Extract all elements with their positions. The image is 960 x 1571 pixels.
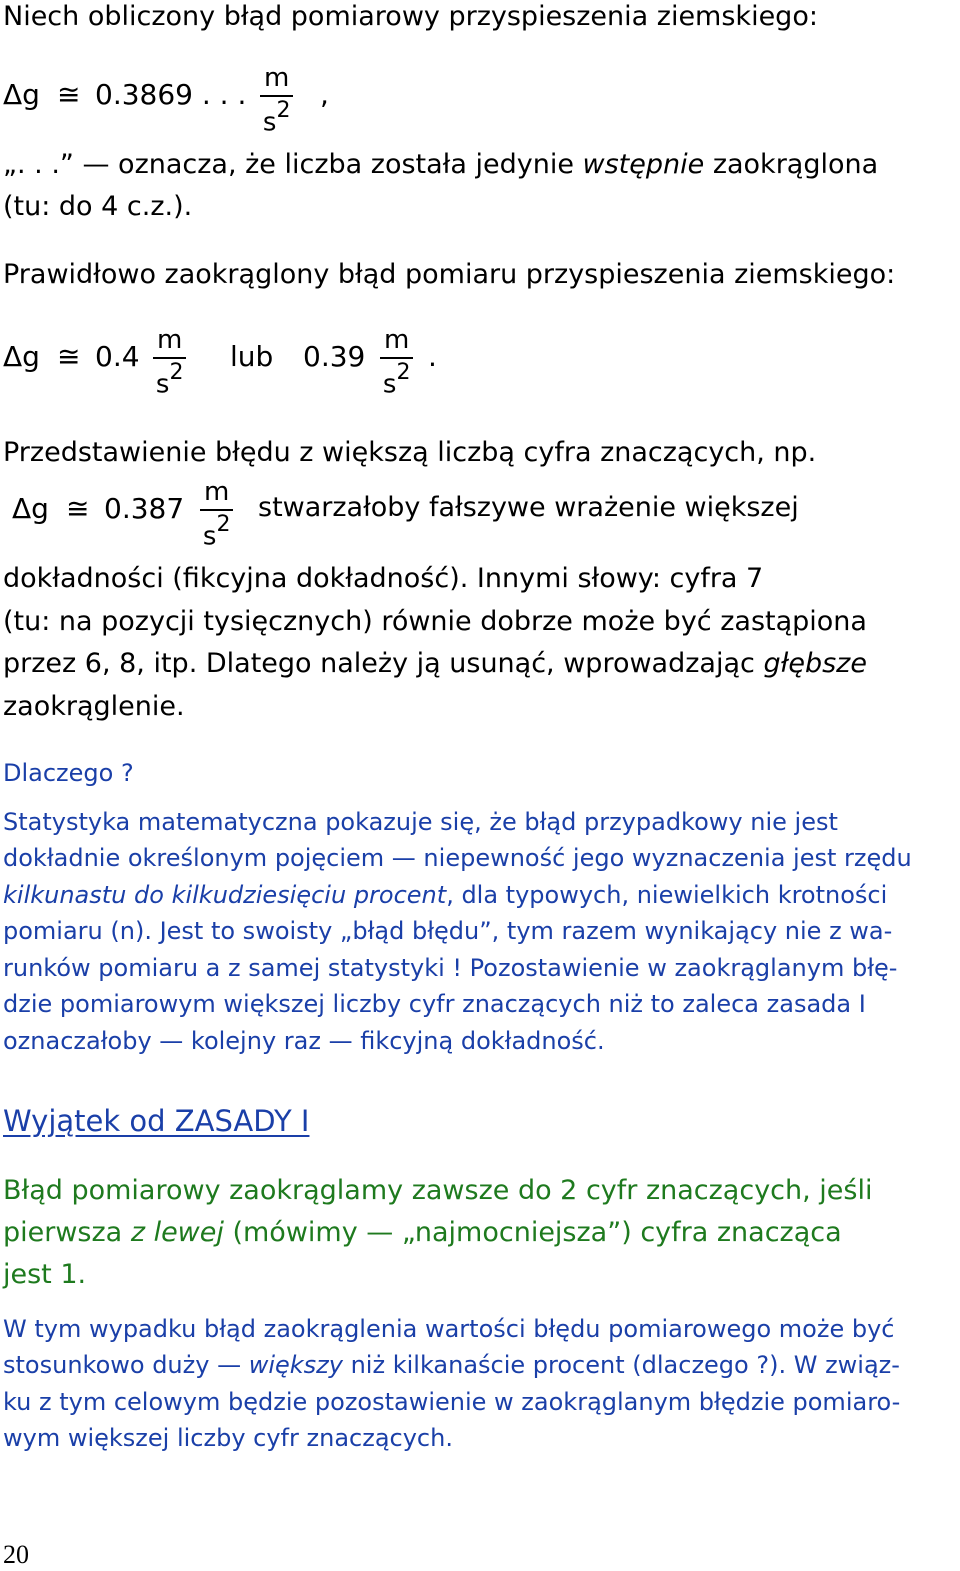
eq1-unit-denominator: $s^2$ bbox=[262, 98, 291, 138]
why-line-5: runków pomiaru a z samej statystyki ! Pozostawienie w zaokrąglanym błę- bbox=[3, 954, 898, 982]
intro-heading: Niech obliczony błąd pomiarowy przyspieszenia ziemskiego: bbox=[3, 1, 818, 32]
eq3-text: stwarzałoby fałszywe wrażenie większej bbox=[258, 492, 799, 523]
exception-rule-line-1: Błąd pomiarowy zaokrąglamy zawsze do 2 cyfr znaczących, jeśli bbox=[3, 1175, 873, 1206]
eq2-value-1: 0.4 bbox=[95, 340, 140, 373]
intro-note-line-2: (tu: do 4 c.z.). bbox=[3, 191, 193, 222]
why-question: Dlaczego ? bbox=[3, 759, 134, 787]
more-line-5: przez 6, 8, itp. Dlatego należy ją usunąć, wprowadzając głębsze bbox=[3, 648, 867, 679]
eq3-unit-fraction: $\frac{m}{s^2}$ bbox=[200, 478, 233, 551]
eq1-value: 0.3869 . . . bbox=[95, 78, 247, 111]
eq3-value: 0.387 bbox=[104, 492, 185, 525]
eq2-approx-sign: ≅ bbox=[57, 340, 81, 373]
exception-note-line-4: wym większej liczby cyfr znaczących. bbox=[3, 1424, 453, 1452]
exception-note-line-1: W tym wypadku błąd zaokrąglenia wartości błędu pomiarowego może być bbox=[3, 1315, 895, 1343]
eq2-or-word: lub bbox=[230, 340, 274, 373]
exception-note-line-2: stosunkowo duży — większy niż kilkanaście procent (dlaczego ?). W związ- bbox=[3, 1351, 900, 1379]
eq2-value-2: 0.39 bbox=[303, 340, 366, 373]
eq2-lhs: Δg bbox=[3, 340, 40, 373]
eq3-approx-sign: ≅ bbox=[66, 492, 90, 525]
page-number: 20 bbox=[3, 1540, 29, 1569]
why-line-3: kilkunastu do kilkudziesięciu procent, dla typowych, niewielkich krotności bbox=[3, 881, 888, 909]
eq1-unit-fraction bbox=[260, 64, 293, 137]
more-line-1: Przedstawienie błędu z większą liczbą cyfra znaczących, np. bbox=[3, 437, 817, 468]
more-line-3: dokładności (fikcyjna dokładność). Innymi słowy: cyfra 7 bbox=[3, 563, 764, 594]
eq2-unit-fraction-2: $\frac{m}{s^2}$ bbox=[380, 326, 413, 399]
eq3-lhs: Δg bbox=[12, 492, 49, 525]
correct-heading: Prawidłowo zaokrąglony błąd pomiaru przyspieszenia ziemskiego: bbox=[3, 259, 896, 290]
why-line-4: pomiaru (n). Jest to swoisty „błąd błędu”, tym razem wynikający nie z wa- bbox=[3, 917, 893, 945]
eq2-unit-fraction-1: $\frac{m}{s^2}$ bbox=[153, 326, 186, 399]
eq1-unit-numerator: m bbox=[260, 64, 293, 97]
eq2-trailing-period: . bbox=[428, 340, 437, 373]
eq1-approx-sign: ≅ bbox=[57, 78, 81, 111]
eq1-trailing-comma: , bbox=[320, 78, 329, 111]
exception-rule-line-2: pierwsza z lewej (mówimy — „najmocniejsza”) cyfra znacząca bbox=[3, 1217, 842, 1248]
exception-title: Wyjątek od ZASADY I bbox=[3, 1104, 310, 1138]
why-line-2: dokładnie określonym pojęciem — niepewność jego wyznaczenia jest rzędu bbox=[3, 844, 912, 872]
intro-note-line-1: „. . .” — oznacza, że liczba została jedynie wstępnie zaokrąglona bbox=[3, 149, 879, 180]
more-line-4: (tu: na pozycji tysięcznych) równie dobrze może być zastąpiona bbox=[3, 606, 867, 637]
more-line-6: zaokrąglenie. bbox=[3, 691, 185, 722]
why-line-6: dzie pomiarowym większej liczby cyfr znaczących niż to zaleca zasada I bbox=[3, 990, 866, 1018]
exception-rule-line-3: jest 1. bbox=[3, 1259, 87, 1290]
why-line-7: oznaczałoby — kolejny raz — fikcyjną dokładność. bbox=[3, 1027, 605, 1055]
exception-note-line-3: ku z tym celowym będzie pozostawienie w zaokrąglanym błędzie pomiaro- bbox=[3, 1388, 901, 1416]
eq1-lhs: Δg bbox=[3, 78, 40, 111]
why-line-1: Statystyka matematyczna pokazuje się, że błąd przypadkowy nie jest bbox=[3, 808, 838, 836]
